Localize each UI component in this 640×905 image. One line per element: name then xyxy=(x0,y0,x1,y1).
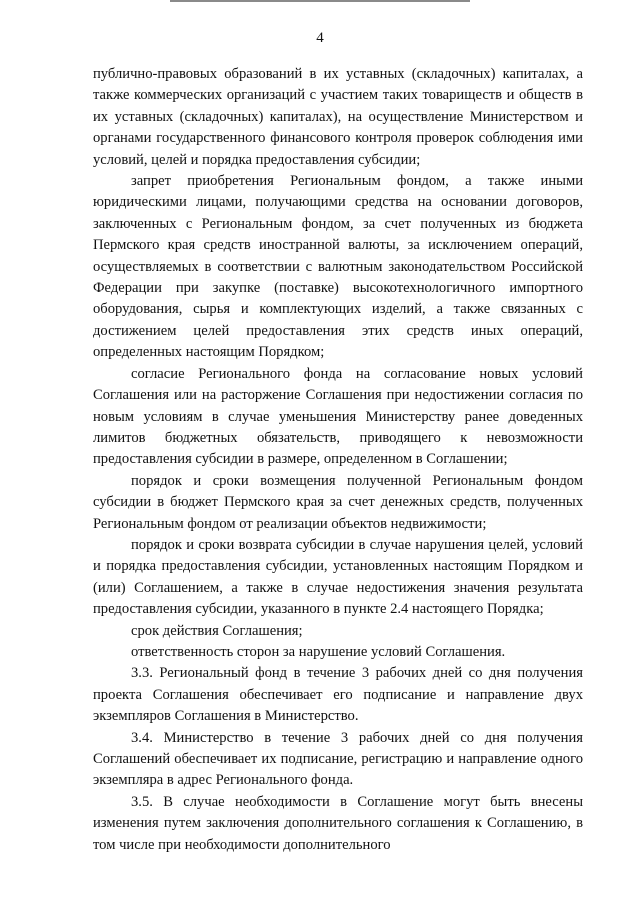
paragraph-consent-new-terms: согласие Регионального фонда на согласование новых условий Соглашения или на расторжение Соглашения при недостижении согласия по новым условиям в случае уменьшения Министерству ранее доведенных лимитов бюджетных обязательств, приводящего к невозможности предоставления субсидии в размере, определенном в Соглашении; xyxy=(93,365,583,468)
scan-top-rule xyxy=(170,0,470,2)
paragraph-continuation: публично-правовых образований в их уставных (складочных) капиталах, а также коммерческих организаций с участием таких товариществ и обществ в их уставных (складочных) капиталах), на осуществление Министерством и органами государственного финансового контроля проверок соблюдения ими условий, целей и порядка предоставления субсидии; xyxy=(93,66,583,168)
page-number: 4 xyxy=(316,30,324,46)
paragraph-agreement-term: срок действия Соглашения; xyxy=(131,622,303,639)
paragraph-reimbursement-order: порядок и сроки возмещения полученной Региональным фондом субсидии в бюджет Пермского края за счет денежных средств, полученных Региональным фондом от реализации объектов недвижимости; xyxy=(93,472,583,532)
paragraph-currency-prohibition: запрет приобретения Региональным фондом, а также иными юридическими лицами, получающими средства на основании договоров, заключенных с Региональным фондом, за счет полученных из бюджета Пермского края средств иностранной валюты, за исключением операций, осуществляемых в соответствии с валютным законодательством Российской Федерации при закупке (поставке) высокотехнологичного импортного оборудования, сырья и комплектующих изделий, а также связанных с достижением целей предоставления этих средств иных операций, определенных настоящим Порядком; xyxy=(93,173,583,361)
paragraph-return-order: порядок и сроки возврата субсидии в случае нарушения целей, условий и порядка предоставления субсидии, установленных настоящим Порядком и (или) Соглашением, а также в случае недостижения значения результата предоставления субсидии, указанного в пункте 2.4 настоящего Порядка; xyxy=(93,536,583,618)
paragraph-liability: ответственность сторон за нарушение условий Соглашения. xyxy=(131,643,506,660)
paragraph-clause-3-5: 3.5. В случае необходимости в Соглашение могут быть внесены изменения путем заключения дополнительного соглашения к Соглашению, в том числе при необходимости дополнительного xyxy=(93,793,583,853)
paragraph-clause-3-4: 3.4. Министерство в течение 3 рабочих дней со дня получения Соглашений обеспечивает их подписание, регистрацию и направление одного экземпляра в адрес Регионального фонда. xyxy=(93,729,583,789)
paragraph-clause-3-3: 3.3. Региональный фонд в течение 3 рабочих дней со дня получения проекта Соглашения обеспечивает его подписание и направление двух экземпляров Соглашения в Министерство. xyxy=(93,665,583,725)
document-body xyxy=(93,64,583,856)
